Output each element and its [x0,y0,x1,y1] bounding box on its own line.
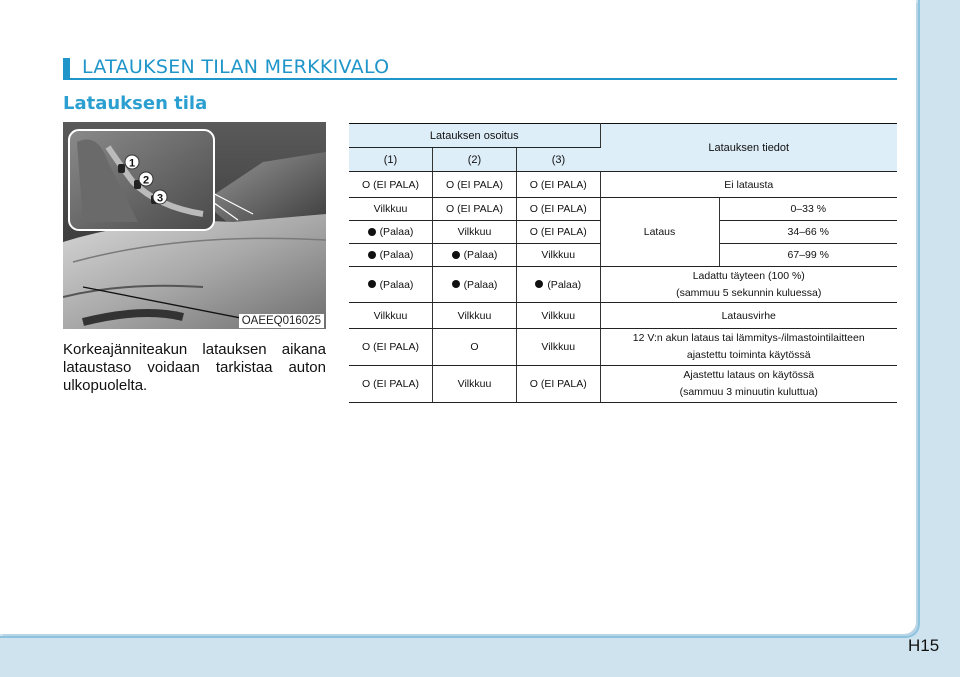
table-row [349,303,897,329]
cell-c1: O (EI PALA) [349,172,433,198]
header-info: Latauksen tiedot [600,124,897,172]
header-col-2: (2) [433,148,517,172]
lit-dot-icon [452,280,460,288]
cell-c3: O (EI PALA) [517,172,601,198]
charging-indicator-figure [63,122,326,329]
header-col-1: (1) [349,148,433,172]
table-row [349,198,897,221]
cell-range: 34–66 % [719,221,897,244]
header-indication: Latauksen osoitus [349,124,600,148]
cell-c2: (Palaa) [433,244,517,267]
cell-c3: Vilkkuu [517,303,601,329]
lit-dot-icon [368,251,376,259]
cell-c2: Vilkkuu [433,303,517,329]
charging-status-table [349,123,897,403]
cell-c2: Vilkkuu [433,366,517,403]
cell-c3: O (EI PALA) [517,198,601,221]
cell-c2: O (EI PALA) [433,172,517,198]
cell-c1: (Palaa) [349,267,433,303]
section-accent-bar [63,58,70,78]
sub-title: Latauksen tila [63,93,208,114]
page-number: H15 [908,636,940,655]
cell-range: 0–33 % [719,198,897,221]
table-row [349,172,897,198]
body-paragraph: Korkeajänniteakun latauksen aikana lataustaso voidaan tarkistaa auton ulkopuolelta. [63,341,326,394]
cell-c3: Vilkkuu [517,244,601,267]
cell-c1: (Palaa) [349,244,433,267]
marker-1: 1 [128,157,136,170]
cell-c3: O (EI PALA) [517,221,601,244]
cell-info: Ajastettu lataus on käytössä (sammuu 3 minuutin kuluttua) [600,366,897,403]
cell-info: 12 V:n akun lataus tai lämmitys-/ilmastointilaitteen ajastettu toiminta käytössä [600,329,897,366]
lit-dot-icon [368,228,376,236]
lit-dot-icon [368,280,376,288]
cell-c2: O (EI PALA) [433,198,517,221]
cell-c1: O (EI PALA) [349,366,433,403]
lit-dot-icon [452,251,460,259]
cell-c3: Vilkkuu [517,329,601,366]
cell-c3: (Palaa) [517,267,601,303]
cell-c1: (Palaa) [349,221,433,244]
header-col-3: (3) [517,148,601,172]
cell-info: Latausvirhe [600,303,897,329]
cell-range: 67–99 % [719,244,897,267]
table-row [349,329,897,366]
car-illustration [63,122,326,329]
cell-c1: Vilkkuu [349,198,433,221]
table-row [349,366,897,403]
cell-charging-label: Lataus [600,198,719,267]
section-title: LATAUKSEN TILAN MERKKIVALO [82,56,390,78]
table-row [349,267,897,303]
cell-info: Ladattu täyteen (100 %) (sammuu 5 sekunnin kuluessa) [600,267,897,303]
figure-caption: OAEEQ016025 [239,314,324,328]
cell-info: Ei latausta [600,172,897,198]
marker-3: 3 [156,192,164,205]
cell-c2: O [433,329,517,366]
cell-c3: O (EI PALA) [517,366,601,403]
cell-c2: Vilkkuu [433,221,517,244]
cell-c1: O (EI PALA) [349,329,433,366]
section-divider [63,78,897,80]
cell-c1: Vilkkuu [349,303,433,329]
lit-dot-icon [535,280,543,288]
marker-2: 2 [142,174,150,187]
cell-c2: (Palaa) [433,267,517,303]
